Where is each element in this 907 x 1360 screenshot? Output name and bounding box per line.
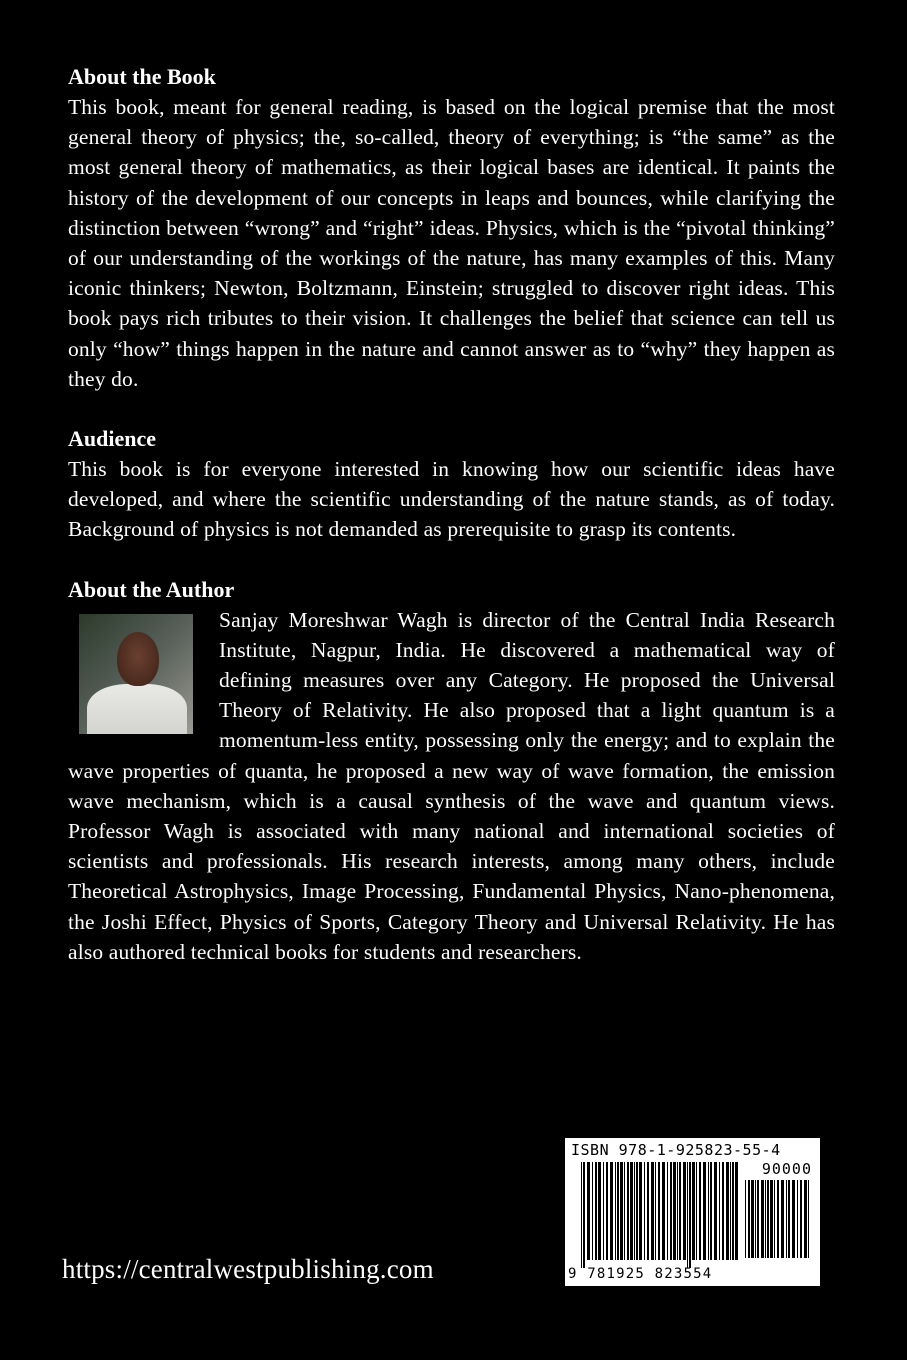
barcode-bar	[689, 1162, 691, 1268]
barcode-bar	[786, 1180, 787, 1258]
barcode-bar	[655, 1162, 656, 1260]
barcode-bar	[767, 1180, 769, 1258]
barcode-bar	[708, 1162, 709, 1260]
barcode-bar	[770, 1180, 773, 1258]
barcode-bar	[765, 1180, 766, 1258]
barcode-bar	[624, 1162, 625, 1260]
barcode-bar	[595, 1162, 597, 1260]
addon-bars	[745, 1180, 813, 1266]
ean-digits: 9 781925 823554	[568, 1266, 713, 1282]
barcode-bar	[761, 1180, 764, 1258]
barcode-bar	[792, 1180, 795, 1258]
isbn-barcode	[565, 1138, 820, 1286]
barcode-bar	[710, 1162, 712, 1260]
about-author-heading: About the Author	[68, 576, 235, 602]
barcode-bar	[748, 1180, 750, 1258]
barcode-bar	[714, 1162, 717, 1260]
barcode-bar	[673, 1162, 676, 1260]
barcode-bar	[651, 1162, 654, 1260]
barcode-bar	[581, 1162, 582, 1268]
barcode-bar	[662, 1162, 665, 1260]
ean-bars	[581, 1162, 741, 1268]
barcode-bar	[745, 1180, 746, 1258]
barcode-bar	[692, 1162, 695, 1260]
audience-text: This book is for everyone interested in knowing how our scientific ideas have developed, and where the scientific understanding of the nature stands, as of today. Background of physics is not demanded as prerequisite to grasp its contents.	[68, 457, 835, 542]
barcode-bar	[610, 1162, 613, 1260]
barcode-bar	[679, 1162, 681, 1260]
author-photo	[79, 614, 193, 734]
barcode-bar	[606, 1162, 608, 1260]
barcode-bar	[592, 1162, 593, 1260]
about-book-heading: About the Book	[68, 64, 216, 89]
barcode-bar	[587, 1162, 590, 1260]
barcode-bar	[598, 1162, 601, 1260]
barcode-bar	[726, 1162, 729, 1260]
barcode-bar	[699, 1162, 701, 1260]
barcode-bar	[583, 1162, 585, 1268]
barcode-bar	[687, 1162, 688, 1268]
price-code: 90000	[761, 1160, 812, 1178]
barcode-bar	[757, 1180, 759, 1258]
barcode-bar	[627, 1162, 629, 1260]
back-cover-content	[68, 62, 835, 967]
barcode-bar	[667, 1162, 668, 1260]
barcode-bar	[719, 1162, 720, 1260]
barcode-bar	[647, 1162, 649, 1260]
barcode-bar	[732, 1162, 734, 1260]
barcode-bar	[808, 1180, 809, 1258]
barcode-bar	[722, 1162, 724, 1260]
barcode-bar	[636, 1162, 638, 1260]
barcode-bar	[788, 1180, 790, 1258]
barcode-bar	[804, 1180, 807, 1258]
barcode-bar	[800, 1180, 802, 1258]
barcode-bar	[781, 1180, 784, 1258]
barcode-bar	[755, 1180, 756, 1258]
barcode-bar	[735, 1162, 738, 1260]
barcode-bar	[670, 1162, 672, 1260]
barcode-bar	[630, 1162, 633, 1260]
barcode-bar	[751, 1180, 754, 1258]
audience-heading: Audience	[68, 426, 156, 452]
barcode-bar	[797, 1180, 798, 1258]
barcode-bar	[644, 1162, 645, 1260]
barcode-bar	[730, 1162, 731, 1260]
barcode-bar	[617, 1162, 619, 1260]
barcode-bar	[658, 1162, 660, 1260]
about-book-text: This book, meant for general reading, is based on the logical premise that the most general theory of physics; the, so-called, theory of everything; is “the same” as the most general theory of mathematics, as their logical bases are identical. It paints the history of the development of our concepts in leaps and bounces, while clarifying the distinction between “wrong” and “right” ideas. Physics, which is the “pivotal thinking” of our understanding of the workings of the nature, has many examples of this. Many iconic thinkers; Newton, Boltzmann, Einstein; struggled to discover right ideas. This book pays rich tributes to their vision. It challenges the belief that science can tell us only “how” things happen in the nature and cannot answer as to “why” they happen as they do.	[68, 95, 835, 391]
about-author-text: Sanjay Moreshwar Wagh is director of the Central India Research Institute, Nagpur, India. He discovered a mathematical way of defining measures over any Category. He proposed the Universal Theory of Relativity. He also proposed that a light quantum is a momentum-less entity, possessing only the energy; and to explain the wave properties of quanta, he proposed a new way of wave formation, the emission wave mechanism, which is a causal synthesis of the wave and quantum views. Professor Wagh is associated with many national and international societies of scientists and professionals. His research interests, among many others, include Theoretical Astrophysics, Image Processing, Fundamental Physics, Nano-phenomena, the Joshi Effect, Physics of Sports, Category Theory and Universal Relativity. He has also authored technical books for students and researchers.	[68, 607, 835, 964]
barcode-bar	[774, 1180, 775, 1258]
barcode-bar	[677, 1162, 678, 1260]
barcode-bar	[615, 1162, 616, 1260]
isbn-label: ISBN 978-1-925823-55-4	[571, 1141, 781, 1159]
barcode-bar	[634, 1162, 635, 1260]
publisher-url[interactable]: https://centralwestpublishing.com	[62, 1254, 434, 1284]
barcode-bar	[603, 1162, 604, 1260]
barcode-bar	[683, 1162, 686, 1260]
barcode-bar	[703, 1162, 706, 1260]
barcode-bar	[639, 1162, 642, 1260]
barcode-bar	[620, 1162, 623, 1260]
barcode-bar	[696, 1162, 697, 1260]
barcode-bar	[777, 1180, 779, 1258]
